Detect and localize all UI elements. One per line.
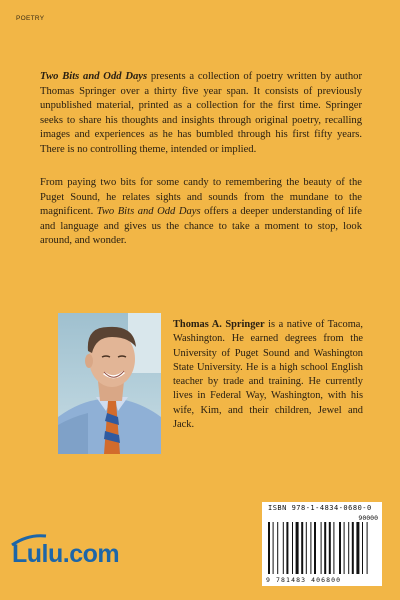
category-label: POETRY bbox=[16, 15, 45, 22]
description-text-2a: From paying two bits for some candy to remembering the beauty of the Puget Sound, he relates sights and sounds from the mundane to the magnificent. bbox=[40, 177, 362, 218]
author-name: Thomas A. Springer bbox=[173, 319, 265, 330]
publisher-logo bbox=[12, 540, 119, 569]
author-bio bbox=[173, 318, 363, 432]
isbn-number: ISBN 978-1-4834-0680-0 bbox=[268, 504, 372, 512]
description-paragraph-1 bbox=[40, 70, 362, 158]
publisher-logo-suffix: .com bbox=[62, 540, 120, 568]
description-text-1: presents a collection of poetry written by author Thomas Springer over a thirty five year span. It consists of previously unpublished material, printed as a collection for the first time. Springer seeks to share his thoughts and insights through original poetry, recalling images and experiences as he has bumbled through his first fifty years. There is no controlling theme, intended or implied. bbox=[40, 71, 362, 155]
book-title-inline: Two Bits and Odd Days bbox=[96, 206, 201, 218]
author-photo bbox=[58, 313, 161, 454]
isbn-barcode bbox=[262, 502, 382, 586]
description-paragraph-2 bbox=[40, 176, 362, 249]
barcode-digits: 9 781483 406800 bbox=[266, 576, 342, 584]
book-title: Two Bits and Odd Days bbox=[40, 71, 148, 82]
description-text-2b: offers a deeper understanding of life and language and gives us the chance to take a moment to stop, look around, and wonder. bbox=[40, 206, 362, 247]
barcode-bars bbox=[268, 522, 376, 576]
author-bio-text: is a native of Tacoma, Washington. He earned degrees from the University of Puget Sound and Washington State University. He is a high school English teacher by trade and training. He currently lives in Federal Way, Washington, with his wife, Kim, and their children, Jewel and Jack. bbox=[173, 319, 364, 431]
publisher-logo-text: Lulu bbox=[12, 540, 63, 568]
price-code: 90000 bbox=[358, 514, 378, 522]
